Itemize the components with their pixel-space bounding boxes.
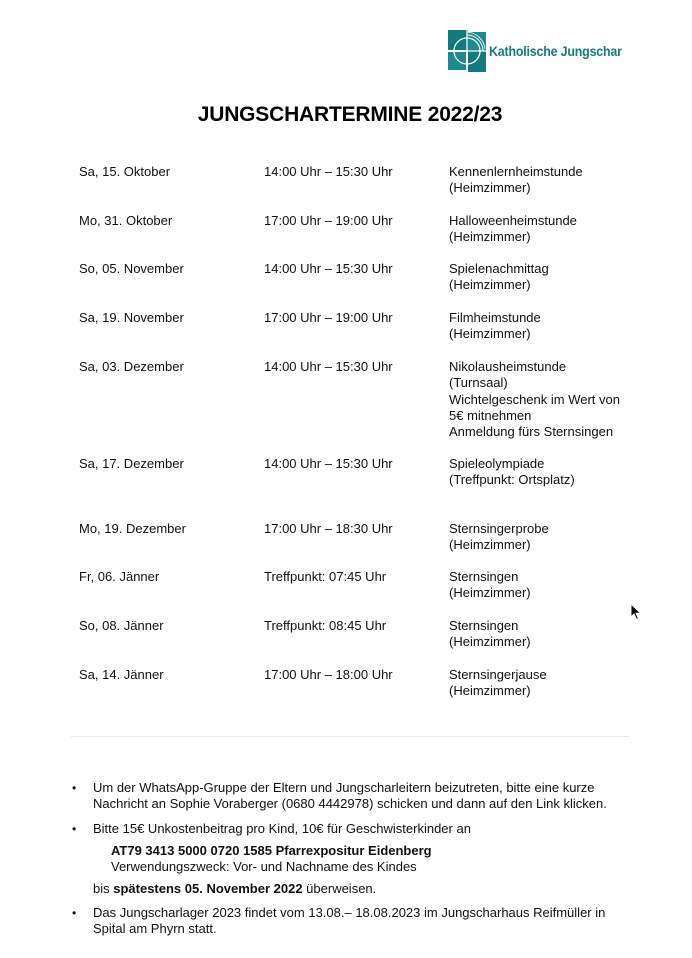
- event-description-line: Sternsingen: [449, 618, 519, 633]
- event-time: 14:00 Uhr – 15:30 Uhr: [264, 261, 393, 276]
- bank-details: [71, 843, 641, 876]
- notes-list: [71, 780, 641, 937]
- event-date: So, 05. November: [79, 261, 184, 276]
- deadline-pre: bis: [93, 881, 114, 897]
- event-description-line: Anmeldung fürs Sternsingen: [449, 424, 614, 440]
- note-whatsapp: [71, 780, 641, 813]
- event-time: 14:00 Uhr – 15:30 Uhr: [264, 164, 393, 179]
- event-description-line: Nikolausheimstunde: [449, 359, 567, 374]
- event-description: [449, 359, 620, 440]
- event-description-line: (Turnsaal): [449, 375, 508, 391]
- event-date: Sa, 19. November: [79, 310, 184, 325]
- divider: [71, 736, 629, 737]
- event-time: 14:00 Uhr – 15:30 Uhr: [264, 456, 393, 471]
- event-description-line: (Heimzimmer): [449, 634, 531, 650]
- event-time: 17:00 Uhr – 18:30 Uhr: [264, 521, 393, 536]
- event-time: 17:00 Uhr – 18:00 Uhr: [264, 667, 393, 682]
- bullet-icon: •: [72, 821, 77, 836]
- event-date: Mo, 31. Oktober: [79, 213, 173, 228]
- event-description-line: Sternsingerjause: [449, 667, 547, 682]
- note-whatsapp-line: Um der WhatsApp-Gruppe der Eltern und Jungscharleitern beizutreten, bitte eine kurze: [93, 780, 595, 795]
- deadline-date: spätestens 05. November 2022: [113, 881, 303, 897]
- note-whatsapp-line: Nachricht an Sophie Voraberger (0680 4442978) schicken und dann auf den Link klicken.: [93, 796, 607, 812]
- event-description: [449, 310, 541, 343]
- event-description: [449, 213, 577, 246]
- event-date: Mo, 19. Dezember: [79, 521, 186, 536]
- event-description-line: (Heimzimmer): [449, 537, 531, 553]
- event-time: 17:00 Uhr – 19:00 Uhr: [264, 310, 393, 325]
- note-camp-line: Das Jungscharlager 2023 findet vom 13.08.– 18.08.2023 im Jungscharhaus Reifmüller in: [93, 904, 606, 920]
- event-description-line: (Heimzimmer): [449, 683, 531, 699]
- event-description: [449, 521, 549, 554]
- event-description-line: (Heimzimmer): [449, 585, 531, 601]
- event-description: [449, 569, 531, 602]
- event-description: [449, 667, 547, 700]
- event-description-line: Sternsingerprobe: [449, 521, 549, 536]
- event-description-line: (Heimzimmer): [449, 229, 531, 245]
- note-fee: [71, 821, 641, 837]
- note-fee-text: Bitte 15€ Unkostenbeitrag pro Kind, 10€ für Geschwisterkinder an: [93, 820, 471, 836]
- event-time: Treffpunkt: 07:45 Uhr: [264, 569, 387, 584]
- bullet-icon: •: [72, 781, 77, 795]
- mouse-cursor-icon: [630, 603, 642, 626]
- logo: [448, 30, 633, 72]
- event-description-line: (Heimzimmer): [449, 326, 531, 342]
- event-date: Sa, 17. Dezember: [79, 456, 184, 471]
- payment-purpose: Verwendungszweck: Vor- und Nachname des Kindes: [111, 859, 417, 875]
- event-time: 17:00 Uhr – 19:00 Uhr: [264, 213, 393, 228]
- jungschar-logo-icon: [448, 30, 486, 72]
- event-description: [449, 261, 549, 294]
- note-camp: [71, 905, 641, 938]
- event-description: [449, 456, 575, 489]
- event-description-line: Halloweenheimstunde: [449, 213, 577, 228]
- event-date: Sa, 14. Jänner: [79, 667, 164, 682]
- event-description-line: Wichtelgeschenk im Wert von: [449, 391, 620, 407]
- event-description-line: 5€ mitnehmen: [449, 407, 532, 423]
- event-date: Sa, 15. Oktober: [79, 164, 171, 179]
- page-title: JUNGSCHARTERMINE 2022/23: [197, 103, 503, 126]
- event-description: [449, 164, 583, 197]
- event-description-line: Sternsingen: [449, 569, 519, 584]
- note-camp-line: Spital am Phyrn statt.: [93, 921, 217, 937]
- iban: AT79 3413 5000 0720 1585 Pfarrexpositur Eidenberg: [111, 842, 432, 858]
- bullet-icon: •: [72, 905, 77, 920]
- deadline-post: überweisen.: [302, 881, 377, 897]
- event-description: [449, 618, 531, 651]
- event-date: Fr, 06. Jänner: [79, 569, 160, 584]
- event-description-line: (Heimzimmer): [449, 180, 531, 196]
- logo-text: Katholische Jungschar: [489, 43, 622, 59]
- event-description-line: Filmheimstunde: [449, 310, 541, 325]
- event-date: So, 08. Jänner: [79, 618, 164, 633]
- event-time: 14:00 Uhr – 15:30 Uhr: [264, 359, 393, 374]
- payment-deadline: [71, 881, 641, 897]
- event-description-line: Kennenlernheimstunde: [449, 164, 583, 179]
- event-time: Treffpunkt: 08:45 Uhr: [264, 618, 387, 633]
- event-description-line: (Treffpunkt: Ortsplatz): [449, 472, 575, 488]
- event-description-line: Spielenachmittag: [449, 261, 549, 276]
- event-description-line: Spieleolympiade: [449, 456, 545, 471]
- event-date: Sa, 03. Dezember: [79, 359, 184, 374]
- event-description-line: (Heimzimmer): [449, 277, 531, 293]
